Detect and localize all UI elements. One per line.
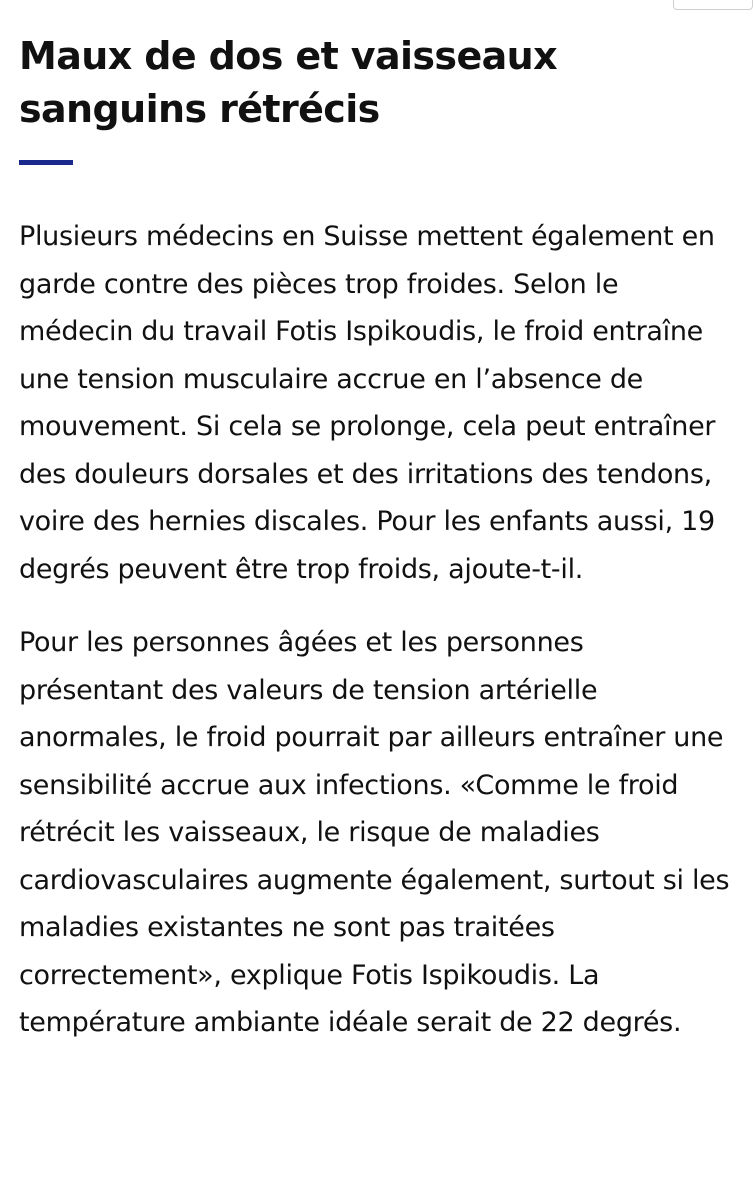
- article-paragraph-1: Plusieurs médecins en Suisse mettent également en garde contre des pièces trop froides. Selon le médecin du travail Fotis Ispikoudis, le froid entraîne une tension musculaire accrue en l’absence de mouvement. Si cela se prolonge, cela peut entraîner des douleurs dorsales et des irritations des tendons, voire des hernies discales. Pour les enfants aussi, 19 degrés peuvent être trop froids, ajoute-t-il.: [19, 221, 716, 585]
- article-paragraph-2: Pour les personnes âgées et les personnes présentant des valeurs de tension artérielle anormales, le froid pourrait par ailleurs entraîner une sensibilité accrue aux infections. «Comme le froid rétrécit les vaisseaux, le risque de maladies cardiovasculaires augmente également, surtout si les maladies existantes ne sont pas traitées correctement», explique Fotis Ispikoudis. La température ambiante idéale serait de 22 degrés.: [19, 627, 730, 1038]
- article: [19, 30, 734, 1047]
- article-heading: Maux de dos et vaisseaux sanguins rétrécis: [19, 34, 558, 131]
- top-button[interactable]: [673, 0, 753, 10]
- heading-accent-rule: [19, 160, 73, 165]
